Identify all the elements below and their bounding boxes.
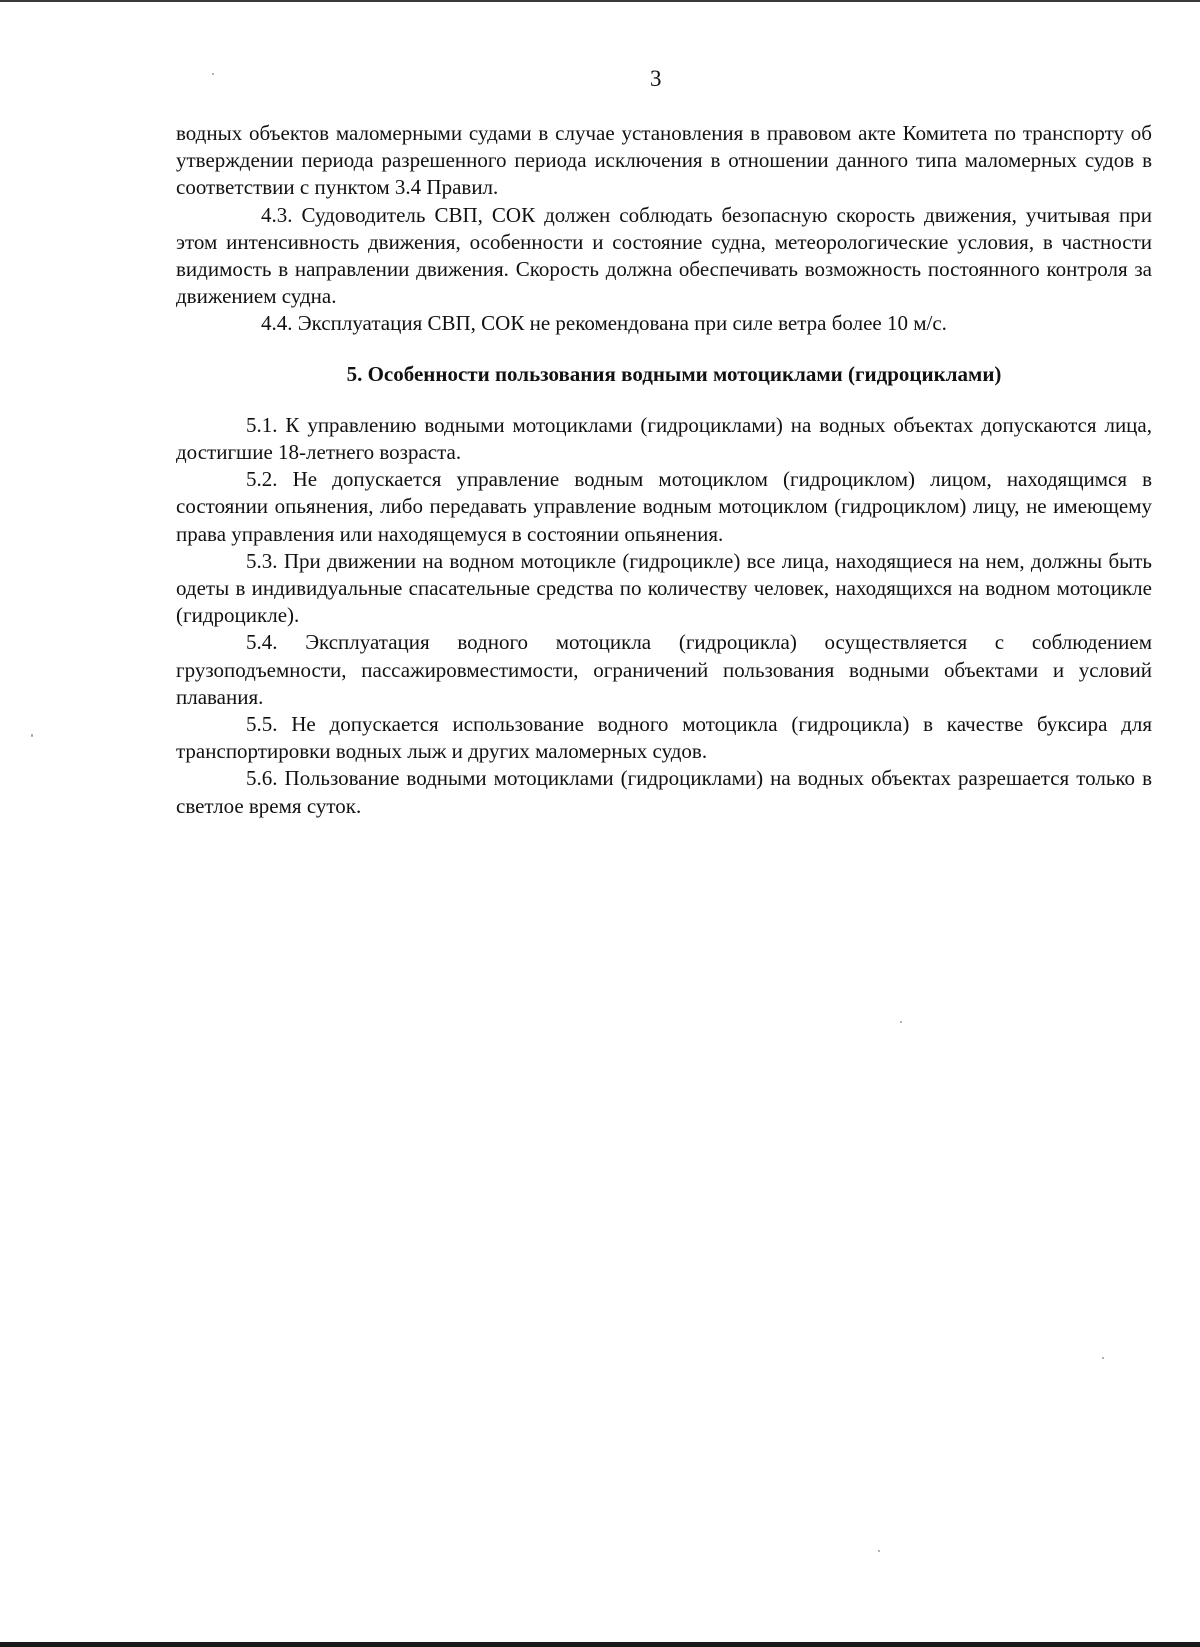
paragraph-4-3: 4.3. Судоводитель СВП, СОК должен соблюдать безопасную скорость движения, учитывая при этом интенсивность движения, особенности и состояние судна, метеорологические условия, в частности видимость в направлении движения. Скорость должна обеспечивать возможность постоянного контроля за движением судна. xyxy=(176,202,1152,309)
scan-top-edge xyxy=(0,0,1200,2)
paragraph-5-4: 5.4. Эксплуатация водного мотоцикла (гидроцикла) осуществляется с соблюдением грузоподъемности, пассажировместимости, ограничений пользования водными объектами и условий плавания. xyxy=(176,630,1152,709)
paragraph-5-6: 5.6. Пользование водными мотоциклами (гидроциклами) на водных объектах разрешается только в светлое время суток. xyxy=(176,766,1152,818)
scan-speck xyxy=(1102,1357,1104,1359)
page-number: 3 xyxy=(650,66,662,91)
paragraph-5-3: 5.3. При движении на водном мотоцикле (гидроцикле) все лица, находящиеся на нем, должны быть одеты в индивидуальные спасательные средства по количеству человек, находящихся на водном мотоцикле (гидроцикле). xyxy=(176,548,1152,628)
section-5-heading: 5. Особенности пользования водными мотоциклами (гидроциклами) xyxy=(346,361,1002,386)
scan-speck xyxy=(900,1021,902,1023)
document-body xyxy=(176,120,1152,820)
paragraph-5-2: 5.2. Не допускается управление водным мотоциклом (гидроциклом) лицом, находящимся в состоянии опьянения, либо передавать управление водным мотоциклом (гидроциклом) лицу, не имеющему права управления или находящемуся в состоянии опьянения. xyxy=(176,467,1152,546)
paragraph-4-4: 4.4. Эксплуатация СВП, СОК не рекомендована при силе ветра более 10 м/с. xyxy=(261,311,947,336)
paragraph-continuation: водных объектов маломерными судами в случае установления в правовом акте Комитета по транспорту об утверждении периода разрешенного периода исключения в отношении данного типа маломерных судов в соответствии с пунктом 3.4 Правил. xyxy=(176,121,1152,200)
scan-speck xyxy=(878,1550,880,1552)
scan-speck xyxy=(212,73,214,75)
paragraph-5-1: 5.1. К управлению водными мотоциклами (гидроциклами) на водных объектах допускаются лица, достигшие 18-летнего возраста. xyxy=(176,412,1152,465)
scan-speck xyxy=(31,734,33,737)
scan-bottom-edge xyxy=(0,1642,1200,1647)
paragraph-5-5: 5.5. Не допускается использование водного мотоцикла (гидроцикла) в качестве буксира для транспортировки водных лыж и других маломерных судов. xyxy=(176,712,1152,764)
